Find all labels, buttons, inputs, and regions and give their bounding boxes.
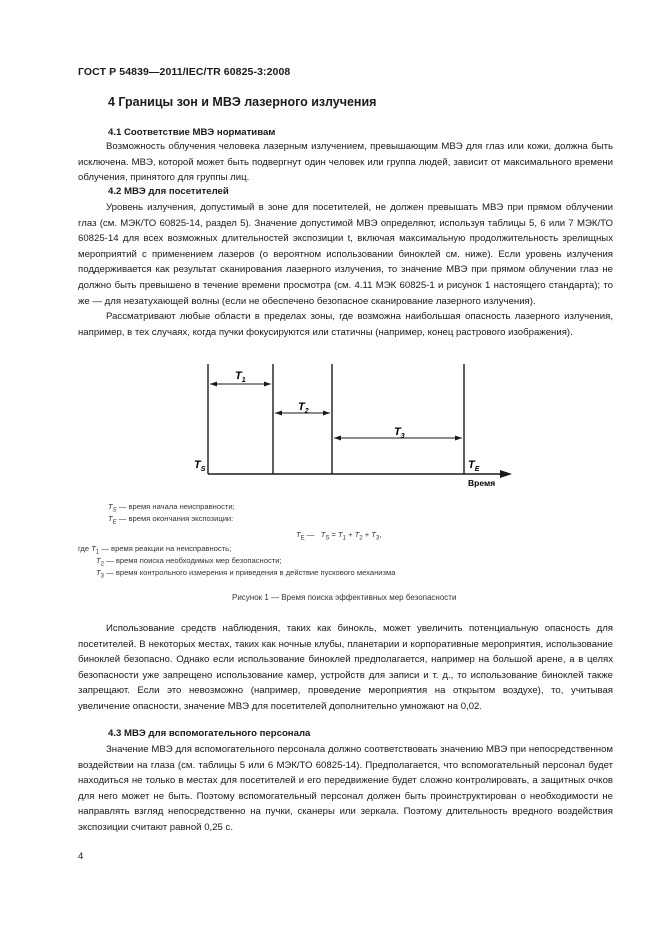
section-4-2-title: 4.2 МВЭ для посетителей xyxy=(108,186,229,197)
section-4-2-paragraph-3: Использование средств наблюдения, таких как бинокль, может увеличить потенциальную опасность для посетителей. В некоторых местах, таких как ночные клубы, планетарии и корпоративные мероприятия, использование биноклей безопасно. Однако если использование биноклей предполагается, например на большой арене, а в целях безопасности уже запрещено использование камер, устройств для записи и т. д., то использование биноклей также запрещают. Если это невозможно (например, проведение мероприятия на открытом воздухе), то, учитывая увеличение опасности, значение МВЭ для посетителей дополнительно умножают на 0,02. xyxy=(78,623,613,712)
section-4-3-title: 4.3 МВЭ для вспомогательного персонала xyxy=(108,728,311,739)
legend-ts: $T_S$ — время начала неисправности; xyxy=(108,502,235,514)
figure-1-diagram xyxy=(190,360,530,490)
axis-label: Время xyxy=(468,478,496,488)
axis-arrow-icon xyxy=(500,470,512,478)
section-4-2-paragraph-2: Рассматривают любые области в пределах зоны, где возможна наибольшая опасность лазерного излучения, например, в тех случаях, когда пучки фокусируются или статичны (например, конец растрового изображения). xyxy=(78,311,613,338)
legend-te: $T_E$ — время окончания экспозиции: xyxy=(108,514,234,526)
ts-label: $T_S$ xyxy=(194,459,206,473)
t1-label: $T_1$ xyxy=(235,370,246,384)
section-4-1-title: 4.1 Соответствие МВЭ нормативам xyxy=(108,127,276,138)
legend-formula: $T_E$ — $T_S = T_1 + T_2 + T_3$, xyxy=(296,530,382,542)
section-4-3-paragraph: Значение МВЭ для вспомогательного персонала должно соответствовать значению МВЭ при непосредственном воздействии на глаза (см. таблицы 5 или 6 МЭК/ТО 60825-14). Предполагается, что вспомогательный персонал будет находиться не только в местах для посетителей и его передвижение будет сложно контролировать, а защитных очков для него может не быть. Поэтому вспомогательный персонал должен быть проинструктирован о необходимости не направлять взгляд непосредственно на пучки, сканеры или зеркала. Поэтому длительность вредного воздействия экспозиции считают равной 0,25 с. xyxy=(78,744,613,833)
legend-t1: где $T_1$ — время реакции на неисправность; xyxy=(78,544,232,556)
section-4-title: 4 Границы зон и МВЭ лазерного излучения xyxy=(108,95,377,109)
t2-label: $T_2$ xyxy=(298,401,309,415)
legend-t3: $T_3$ — время контрольного измерения и приведения в действие пускового механизма xyxy=(96,568,396,580)
document-header: ГОСТ Р 54839—2011/IEC/TR 60825-3:2008 xyxy=(78,66,291,78)
te-label: $T_E$ xyxy=(468,459,480,473)
legend-t2: $T_2$ — время поиска необходимых мер безопасности; xyxy=(96,556,282,568)
section-4-1-paragraph: Возможность облучения человека лазерным излучением, превышающим МВЭ для глаз или кожи, должна быть исключена. МВЭ, которой может быть подвергнут один человек или группа людей, зависит от максимального времени облучения, принятого для группы лиц. xyxy=(78,141,613,184)
figure-caption: Рисунок 1 — Время поиска эффективных мер безопасности xyxy=(232,593,457,602)
section-4-2-paragraph-1: Уровень излучения, допустимый в зоне для посетителей, не должен превышать МВЭ при прямом облучении глаз (см. МЭК/ТО 60825-14, раздел 5). Значение допустимой МВЭ определяют, используя таблицы 5, 6 или 7 МЭК/ТО 60825-14 для всех возможных длительностей экспозиции t, включая максимальную продолжительность зрелищных мероприятий с применением лазеров (о вероятном использовании биноклей см. ниже). Если уровень излучения поддерживается как результат сканирования лазерного излучения, то значение МВЭ при прямом облучении глаз не должно быть превышено в течение времени просмотра (см. 4.11 МЭК 60825-1 и рисунок 1 настоящего стандарта); то же — для незатухающей волны (если не обеспечено безопасное сканирование лазерного излучения). xyxy=(78,202,613,307)
page-number: 4 xyxy=(78,851,84,862)
t3-label: $T_3$ xyxy=(394,426,405,440)
